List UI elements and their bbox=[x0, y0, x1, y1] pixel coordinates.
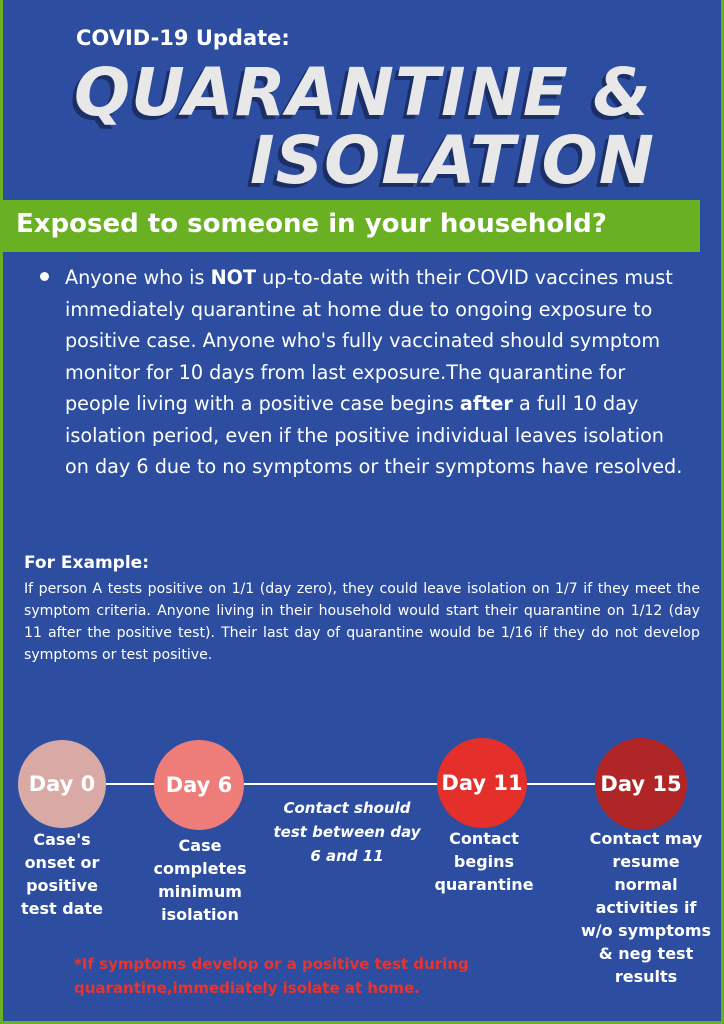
timeline-connector bbox=[244, 783, 440, 785]
bullet-bold-not: NOT bbox=[210, 266, 257, 289]
day-6-caption: Case completes minimum isolation bbox=[153, 836, 247, 924]
example-body: If person A tests positive on 1/1 (day zero), they could leave isolation on 1/7 if they meet the symptom criteria. Anyone living in their household would start their quarantine on 1/12 (day 11 after the positive test). Their last day of quarantine would be 1/16 if they do not develop symptoms or test positive. bbox=[24, 581, 700, 663]
day-11-caption: Contact begins quarantine bbox=[434, 829, 534, 894]
bullet-text-part-3: a full 10 day isolation period, even if the positive individual leaves isolation on day 6 due to no symptoms or their symptoms have resolved. bbox=[65, 392, 683, 478]
symptom-warning: *If symptoms develop or a positive test during quarantine,immediately isolate at home. bbox=[74, 955, 469, 997]
title-line-1: QUARANTINE & bbox=[74, 54, 652, 131]
day-15-circle bbox=[595, 738, 687, 830]
contact-test-note: Contact should test between day 6 and 11 bbox=[273, 799, 421, 865]
bullet-text-part-2: up-to-date with their COVID vaccines must immediately quarantine at home due to ongoing exposure to positive case. Anyone who's fully vaccinated should symptom monitor for 10 days from last exposure.The quarantine for people living with a positive case begins bbox=[65, 266, 673, 415]
title-line-2: ISOLATION bbox=[250, 122, 655, 199]
day-15-label: Day 15 bbox=[600, 772, 682, 796]
update-kicker: COVID-19 Update: bbox=[76, 26, 290, 50]
bullet-dot-icon bbox=[40, 272, 49, 281]
day-6-circle bbox=[154, 740, 244, 830]
bullet-paragraph bbox=[65, 262, 688, 483]
day-0-label: Day 0 bbox=[28, 772, 96, 796]
timeline-connector bbox=[104, 783, 156, 785]
bullet-bold-after: after bbox=[459, 392, 513, 415]
day-0-circle bbox=[18, 740, 106, 828]
example-heading: For Example: bbox=[24, 553, 149, 573]
day-11-circle bbox=[437, 738, 527, 828]
bullet-text-part-1: Anyone who is bbox=[65, 266, 211, 289]
day-15-caption: Contact may resume normal activities if w/o symptoms & neg test results bbox=[580, 829, 712, 986]
timeline-connector bbox=[526, 783, 598, 785]
banner-text: Exposed to someone in your household? bbox=[16, 209, 607, 239]
day-11-label: Day 11 bbox=[441, 771, 523, 795]
bullet-list bbox=[40, 262, 688, 483]
day-6-label: Day 6 bbox=[165, 773, 233, 797]
household-banner bbox=[0, 200, 700, 252]
day-0-caption: Case's onset or positive test date bbox=[21, 830, 103, 918]
